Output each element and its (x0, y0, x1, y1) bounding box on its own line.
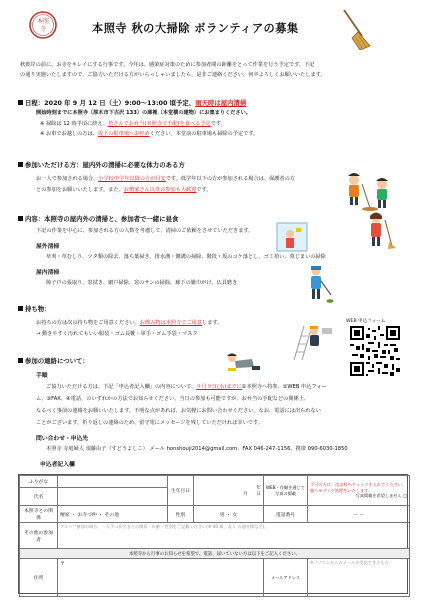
header (0, 0, 424, 56)
bullet-square-icon (18, 162, 23, 167)
bullet-square-icon (18, 306, 23, 311)
schedule-meeting-line: 開始時刻までに本照寺（厚木市下古沢 133）の庫裡（本堂横の建物）にお集まりください。 (36, 110, 251, 116)
man-gardening-illustration (304, 265, 334, 305)
intro-paragraph (20, 60, 406, 81)
page-title: 本照寺 秋の大掃除 ボランティアの募集 (92, 22, 299, 35)
name-label: 氏名 (20, 488, 58, 506)
schedule-note-lunch: ※ 掃除は 12 時半頃に終え、皆さんでお弁当(本照寺で手配)を食べる予定です。 (40, 121, 226, 127)
participants-line-2: との参加をお願いいたします。また、お檀家さん以外の参加も大歓迎です。 (36, 187, 212, 193)
bullet-square-icon (18, 216, 23, 221)
phone-label: 電話番号 (264, 506, 308, 523)
gender-options[interactable]: 男 ・ 女 (194, 506, 264, 523)
content-heading: 内容：本照寺の屋内外の清掃と、参加者で一緒に昼食 (18, 214, 178, 223)
ladder-cleaning-illustration (288, 322, 336, 362)
indoor-tasks: 障子戸の張取り、窓拭き、網戸掃除、窓のサンの掃除、廊下の雑巾がけ、仏具磨き (46, 280, 238, 286)
svg-text:寺: 寺 (39, 26, 47, 33)
relation-options[interactable]: 檀家 ・ お寺づ仲 ・ その他 (58, 506, 168, 523)
application-form (18, 474, 408, 594)
photo-consent-label: WEB・作願を通じて写真の掲載 (264, 476, 308, 506)
window-cleaning-illustration (276, 222, 308, 252)
relation-label: 本照寺との関係 (20, 506, 58, 523)
qr-code[interactable] (350, 326, 400, 376)
address-field[interactable]: 〒 (58, 559, 264, 597)
girl-sweeping-illustration (358, 210, 398, 250)
children-raking-illustration (340, 170, 400, 212)
participants-line-1: お一人で参加される場合、小学校中学年以降の方が目安です。低学年以下の方が参加される場合は、保護者の方 (36, 176, 295, 182)
belongings-line-1: お持ちの方は次の持ち物をご用意ください。お飲み物は本照寺でご用意します。 (36, 320, 223, 326)
outdoor-heading: 屋外清掃 (36, 244, 60, 250)
contact-heading: 参加の連絡について： (18, 356, 89, 365)
schedule-note-parking: ※ お車でお越しの方は、坂下の駐車場へお停めください。本堂前の駐車場も掃除の予定です。 (40, 131, 259, 137)
inquiry-heading: 問い合わせ・申込先 (36, 436, 89, 442)
inquiry-details: 本照寺 寺庭婦人 須藤由子（すどうよしこ） メール honshouji2014@gmail.com、FAX 046-247-1156、携帯 090-6030-1850 (46, 446, 348, 452)
phone-field[interactable]: ー ー (308, 506, 410, 523)
method-heading: 手順 (36, 373, 48, 379)
gender-label: 性別 (168, 506, 194, 523)
photo-consent-field[interactable]: 不可の方は、次の枠へチェックを入れてください。顔へモザイク処理をいたします。 写真掲載を希望しません □ (308, 476, 410, 506)
belongings-heading: 持ち物： (18, 304, 51, 313)
birth-date-field[interactable]: 年 月 日 (194, 476, 264, 506)
rain-note: 雨天時は屋内清掃 (195, 99, 247, 107)
qr-caption: WEB 申込フォーム (346, 319, 386, 324)
furigana-field[interactable] (58, 476, 168, 488)
contact-line-3: なるべく事前の連絡をお願いいたします。不明な点があれば、お気軽にお問い合わせください。なお、電話には出られない (36, 408, 321, 414)
intro-line: の通り実施いたしますので、ご協力いただける方がいらっしゃいましたら、是非ご連絡ください。何卒よろしくお願いいたします。 (20, 72, 326, 79)
svg-text:本照: 本照 (36, 18, 50, 25)
bullet-square-icon (18, 358, 23, 363)
temple-seal-icon (28, 10, 58, 40)
email-label: メールアドレス (264, 559, 308, 597)
floor-wiping-illustration (222, 350, 266, 374)
contact-line-1: ご協力いただける方は、下記「申込者記入欄」の内容について、９月９日(水)までに①本照寺へ持参、②WEB 申込フォー (46, 384, 327, 390)
belongings-line-2: → 動きやすく汚れてもいい服装・ゴム長靴・軍手・ゴム手袋・マスク (36, 331, 198, 337)
companion-field[interactable]: グループ参加の場合、一人ずつ氏名またの関係・年齢・性別をご記載ください(※ 40 歳、友人 の通せ様など)。 (58, 523, 410, 549)
notice-band: 本照寺から行事のお知らせを希望で、電話、届いていない方は以下をご記入ください。 (20, 549, 410, 559)
email-field[interactable]: ※パソコンからのメールが受信できるもの (308, 559, 410, 597)
content-intro-line: 下記の作業を中心に、参加される方の人数を考慮して、清掃のご依頼をさせていただきます。 (36, 228, 254, 234)
form-heading: 申込者記入欄 (40, 462, 75, 468)
companion-label: その他の参加者 (20, 523, 58, 549)
bullet-square-icon (18, 100, 23, 105)
indoor-heading: 屋内清掃 (36, 270, 60, 276)
outdoor-tasks: 草刈・草むしり、ツタ類の除去、落ち葉掃き、排水溝・側溝の掃除、階段・坂のコケ落とし、ゴミ拾い、墓じまいの掃除 (46, 254, 326, 260)
intro-line: 秋彼岸の前に、お寺をキレイにする行事です。今年は、感染症対策のために参加者間の距離をとって作業を行う予定です。下記 (20, 62, 315, 68)
schedule-heading: 日程：2020 年 9 月 12 日（土）9:00～13:00 頃予定、雨天時は屋内清掃 (18, 98, 246, 107)
broom-icon (338, 6, 372, 50)
address-label: 住所 (20, 559, 58, 597)
participants-heading: 参加いただける方：屋内外の清掃に必要な体力のある方 (18, 160, 185, 169)
birth-label: 生年月日 (168, 476, 194, 506)
name-field[interactable] (58, 488, 168, 506)
contact-line-4: ことがございます。折り返しの連絡のため、留守電にメッセージを残していただければ幸いです。 (36, 420, 263, 426)
furigana-label: ふりがな (20, 476, 58, 488)
contact-line-2: ム、③FAX、④電話、のいずれかの方法でお知らせください。当日の参加も可能ですが、お弁当の手配などの関係上、 (36, 396, 310, 402)
